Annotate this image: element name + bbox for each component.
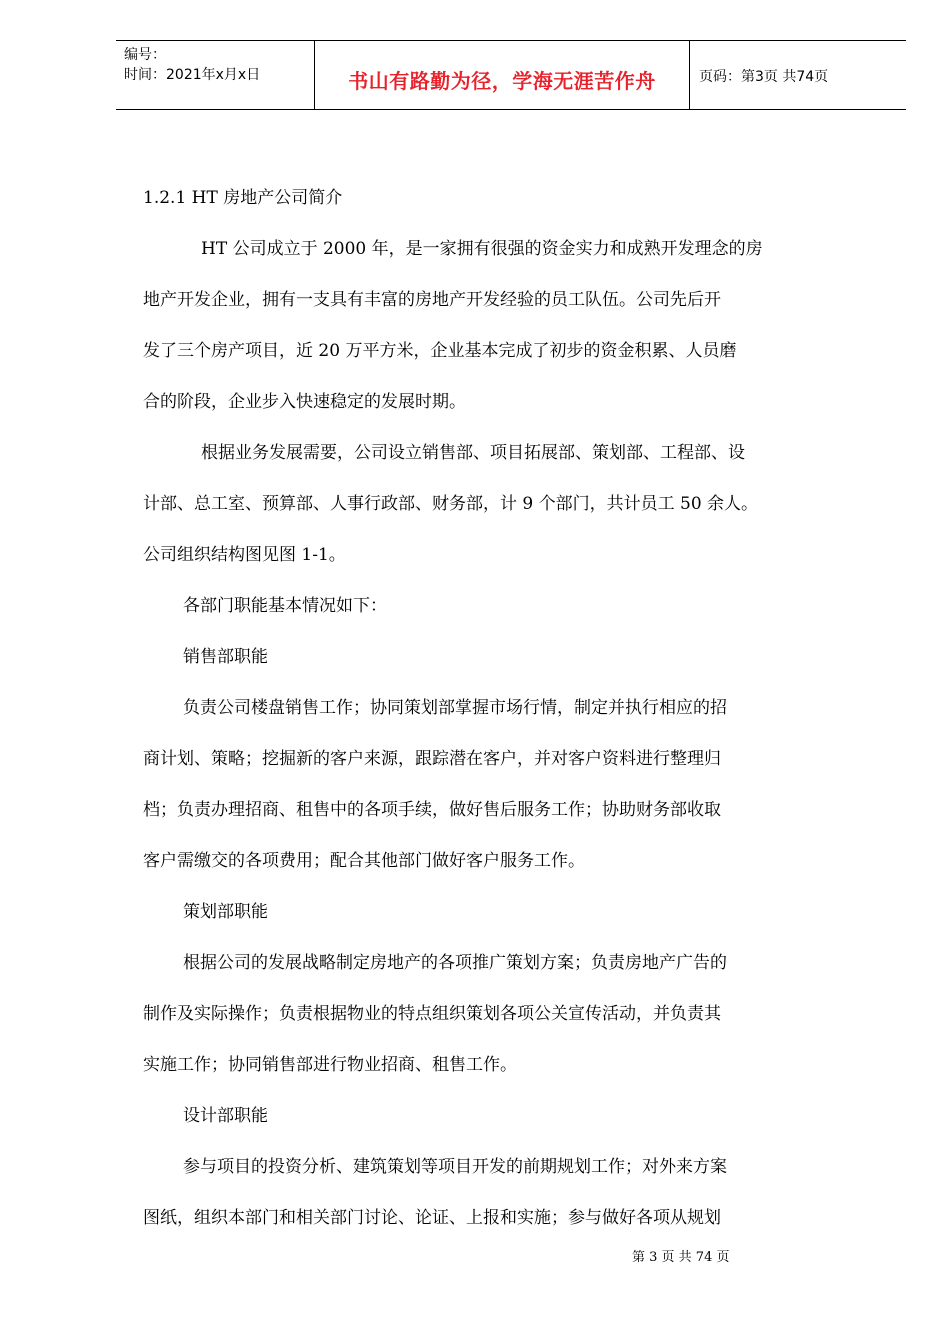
- section-heading: 1.2.1 HT 房地产公司简介: [143, 188, 343, 208]
- page-header: [116, 40, 906, 110]
- paragraph-line: 合的阶段，企业步入快速稳定的发展时期。: [143, 392, 466, 412]
- paragraph-line: 负责公司楼盘销售工作；协同策划部掌握市场行情，制定并执行相应的招: [183, 698, 727, 718]
- paragraph-line: 各部门职能基本情况如下：: [183, 596, 387, 616]
- paragraph-line: 实施工作；协同销售部进行物业招商、租售工作。: [143, 1055, 517, 1075]
- paragraph-line: 公司组织结构图见图 1-1。: [143, 545, 346, 565]
- subsection-heading: 策划部职能: [183, 902, 268, 922]
- paragraph-line: 地产开发企业，拥有一支具有丰富的房地产开发经验的员工队伍。公司先后开: [143, 290, 721, 310]
- paragraph-line: 参与项目的投资分析、建筑策划等项目开发的前期规划工作；对外来方案: [183, 1157, 727, 1177]
- subsection-heading: 销售部职能: [183, 647, 268, 667]
- paragraph-line: 档；负责办理招商、租售中的各项手续，做好售后服务工作；协助财务部收取: [143, 800, 721, 820]
- paragraph-line: 制作及实际操作；负责根据物业的特点组织策划各项公关宣传活动，并负责其: [143, 1004, 721, 1024]
- page-code: 页码：第3页 共74页: [699, 69, 829, 85]
- paragraph-line: 根据公司的发展战略制定房地产的各项推广策划方案；负责房地产广告的: [183, 953, 727, 973]
- paragraph-line: 图纸，组织本部门和相关部门讨论、论证、上报和实施；参与做好各项从规划: [143, 1208, 721, 1228]
- paragraph-line: HT 公司成立于 2000 年，是一家拥有很强的资金实力和成熟开发理念的房: [201, 239, 763, 259]
- motto: 书山有路勤为径，学海无涯苦作舟: [348, 69, 656, 93]
- header-info-cell: [116, 41, 314, 109]
- subsection-heading: 设计部职能: [183, 1106, 268, 1126]
- paragraph-line: 计部、总工室、预算部、人事行政部、财务部，计 9 个部门，共计员工 50 余人。: [143, 494, 759, 514]
- page-footer: 第 3 页 共 74 页: [632, 1250, 730, 1265]
- paragraph-line: 根据业务发展需要，公司设立销售部、项目拓展部、策划部、工程部、设: [201, 443, 745, 463]
- number-label: 编号：: [124, 47, 166, 63]
- time-label: 时间：2021年x月x日: [124, 67, 261, 83]
- header-motto-cell: [314, 41, 690, 109]
- paragraph-line: 发了三个房产项目，近 20 万平方米，企业基本完成了初步的资金积累、人员磨: [143, 341, 737, 361]
- paragraph-line: 商计划、策略；挖掘新的客户来源，跟踪潜在客户，并对客户资料进行整理归: [143, 749, 721, 769]
- document-body: [143, 186, 843, 1257]
- paragraph-line: 客户需缴交的各项费用；配合其他部门做好客户服务工作。: [143, 851, 585, 871]
- header-page-cell: [689, 41, 906, 109]
